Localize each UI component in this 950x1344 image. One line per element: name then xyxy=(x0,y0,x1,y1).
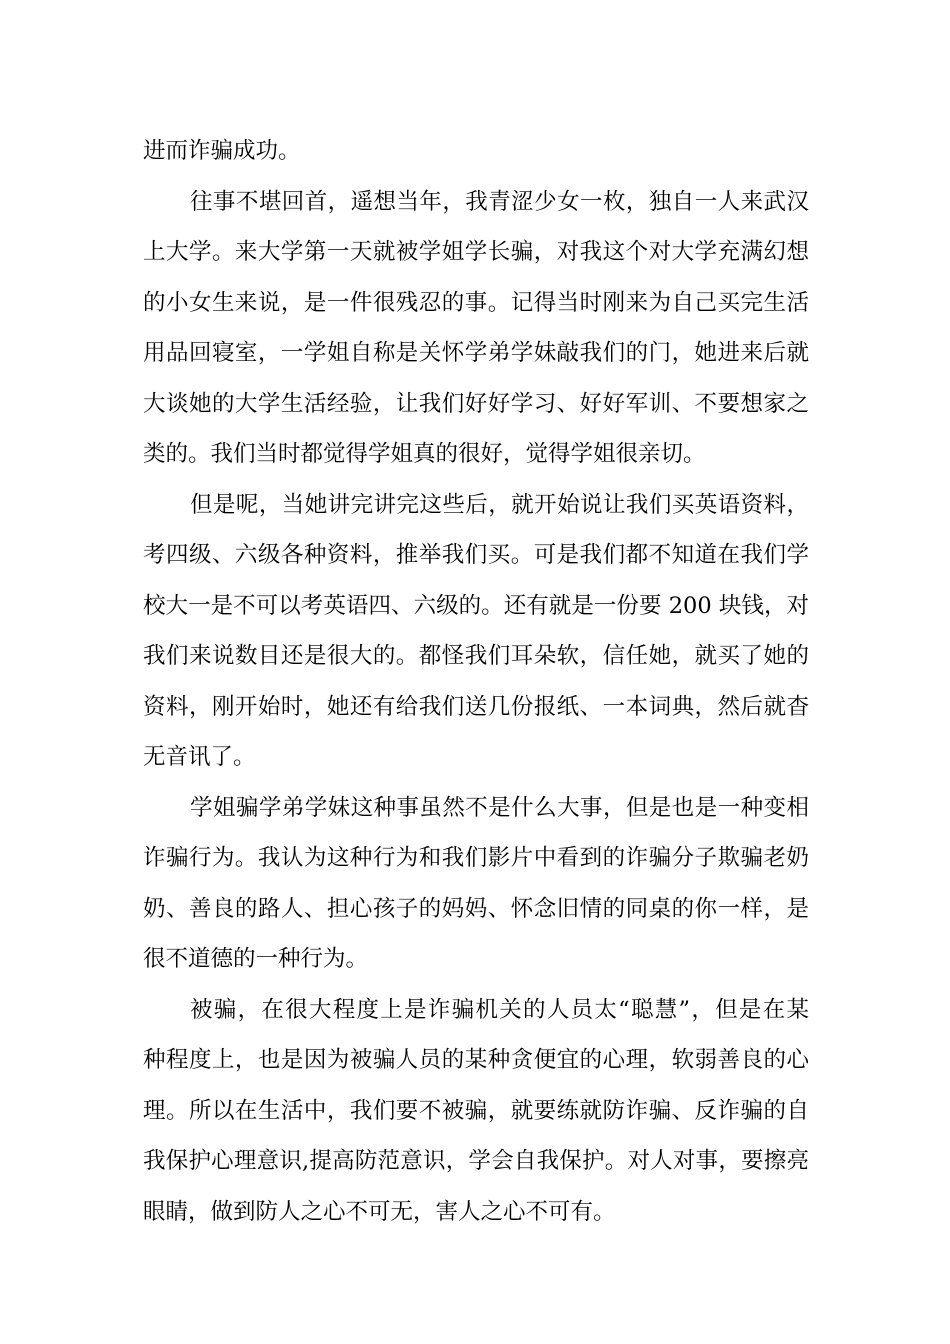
text-line: 的小女生来说，是一件很残忍的事。记得当时刚来为自己买完生活 xyxy=(143,289,809,316)
text-line: 但是呢，当她讲完讲完这些后，就开始说让我们买英语资料， xyxy=(190,491,809,518)
text-line: 奶、善良的路人、担心孩子的妈妈、怀念旧情的同桌的你一样，是 xyxy=(143,895,809,922)
text-line: 很不道德的一种行为。 xyxy=(143,946,369,972)
text-line: 用品回寝室，一学姐自称是关怀学弟学妹敲我们的门，她进来后就 xyxy=(143,340,809,366)
text-line: 学姐骗学弟学妹这种事虽然不是什么大事，但是也是一种变相 xyxy=(190,794,809,821)
text-line: 眼睛，做到防人之心不可无，害人之心不可有。 xyxy=(143,1198,616,1225)
text-line: 上大学。来大学第一天就被学姐学长骗，对我这个对大学充满幻想 xyxy=(143,239,809,265)
text-line: 类的。我们当时都觉得学姐真的很好，觉得学姐很亲切。 xyxy=(143,441,706,467)
text-line: 往事不堪回首，遥想当年，我青涩少女一枚，独自一人来武汉 xyxy=(190,188,809,215)
text-line: 进而诈骗成功。 xyxy=(143,138,301,164)
text-line: 诈骗行为。我认为这种行为和我们影片中看到的诈骗分子欺骗老奶 xyxy=(143,845,809,871)
text-line: 我保护心理意识,提高防范意识，学会自我保护。对人对事，要擦亮 xyxy=(143,1148,809,1174)
text-line: 大谈她的大学生活经验，让我们好好学习、好好军训、不要想家之 xyxy=(143,390,809,417)
text-line: 理。所以在生活中，我们要不被骗，就要练就防诈骗、反诈骗的自 xyxy=(143,1097,809,1124)
text-line: 种程度上，也是因为被骗人员的某种贪便宜的心理，软弱善良的心 xyxy=(143,1047,809,1073)
text-line: 被骗，在很大程度上是诈骗机关的人员太“聪慧”，但是在某 xyxy=(190,996,809,1023)
text-line: 我们来说数目还是很大的。都怪我们耳朵软，信任她，就买了她的 xyxy=(143,643,809,669)
text-line: 无音讯了。 xyxy=(143,744,256,770)
text-line: 校大一是不可以考英语四、六级的。还有就是一份要 200 块钱，对 xyxy=(143,592,809,619)
text-line: 资料，刚开始时，她还有给我们送几份报纸、一本词典，然后就杳 xyxy=(143,693,809,720)
document-body xyxy=(143,126,809,1237)
text-line: 考四级、六级各种资料，推举我们买。可是我们都不知道在我们学 xyxy=(143,542,809,568)
